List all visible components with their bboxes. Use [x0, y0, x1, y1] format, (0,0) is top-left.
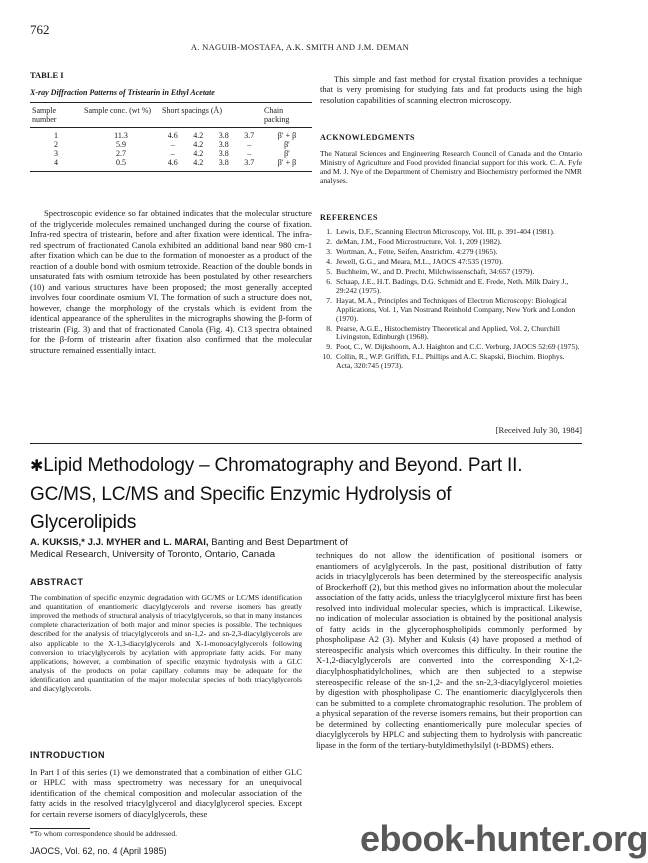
cell-s4: 3.7 — [237, 159, 263, 171]
reference-number: 9. — [326, 342, 332, 352]
cell-s4: – — [247, 149, 252, 159]
reference-item — [320, 325, 582, 343]
cell-conc: 5.9 — [116, 140, 126, 150]
cell-s2: 4.2 — [193, 131, 204, 141]
cell-num: 4 — [30, 159, 82, 171]
affiliation-part-1: Banting and Best Department of — [211, 537, 348, 548]
cell-pack: β′ + β — [262, 159, 312, 171]
cell-s1: – — [170, 149, 175, 159]
reference-text: Wortman, A., Fette, Seifen, Anstrichm. 4:279 (1965). — [336, 246, 498, 256]
reference-item — [320, 268, 582, 277]
reference-text: Buchheim, W., and D. Precht, Milchwissenschaft, 34:657 (1979). — [336, 266, 535, 276]
cell-s4: 3.7 — [244, 131, 255, 141]
cell-s1: – — [170, 140, 175, 150]
reference-number: 3. — [326, 246, 332, 256]
body-paragraph-conclusion: This simple and fast method for crystal fixation provides a technique that is very promising for studying fats and fat products using the high resolution capabilities of scanning electron microscopy. — [320, 74, 582, 105]
affiliation-part-2: Medical Research, University of Toronto, Ontario, Canada — [30, 549, 276, 561]
col-header-chain-packing: Chain packing — [262, 106, 312, 128]
reference-text: Jewell, G.G., and Meara, M.L., JAOCS 47:535 (1970). — [336, 256, 504, 266]
col-header-sample-number: Sample number — [30, 106, 82, 128]
cell-pack: β′ — [284, 140, 290, 150]
introduction-text: In Part I of this series (1) we demonstrated that a combination of either GLC or HPLC with mass spectrometry was necessary for an unequivocal identification of the chemical composition and molecular association of the fatty acids in the resolved triacylglycerol and diacylglycerol species. Except for certain reverse isomers of diacylglycerols, these — [30, 767, 302, 819]
cell-num: 1 — [54, 131, 58, 141]
xrd-table — [30, 106, 312, 172]
body-paragraph-spectroscopic: Spectroscopic evidence so far obtained indicates that the molecular structure of the triglyceride molecules remained unchanged during the course of fixation. Infra-red spectra of tristearin, before and after fixation were identical. The infra-red spectrum of fractionated Canola exhibited an additional band near 980 cm-1 after fixation which can be due to the formation of monoester as a product of the reaction of a double bond with osmium tetroxide. Reaction of the double bonds in unsaturated fats with osmium tetroxide has been postulated by other researchers (10) and various structures have been proposed; the most generally accepted involves four coordinate osmium VI. The formation of such a structure does not, however, change the morphology of the crystals which is evident from the identical appearance of the spherulites in the micrographs showing the β-form of tristearin (Fig. 3) and that of fractionated Canola (Fig. 4). C13 spectra obtained for the β-form of tristearin after fixation also confirmed that the molecular structure remained essentially intact. — [30, 208, 312, 355]
cell-s3: 3.8 — [218, 131, 229, 141]
received-date: [Received July 30, 1984] — [495, 425, 582, 435]
references-heading: REFERENCES — [320, 213, 378, 222]
cell-s2: 4.2 — [193, 149, 204, 159]
reference-number: 1. — [326, 227, 332, 236]
reference-text: Hayat, M.A., Principles and Techniques of Electron Microscopy: Biological Applications, Vol. 1, Van Nostrand Reinhold Company, New York and London (1970). — [336, 295, 576, 323]
asterisk-icon: ✱ — [30, 458, 44, 475]
cell-s1: 4.6 — [167, 131, 178, 141]
cell-num: 3 — [54, 149, 58, 159]
title-line-1: Lipid Methodology – Chromatography and Beyond. Part II. — [43, 455, 523, 476]
cell-pack: β′ — [284, 149, 290, 159]
table-top-rule — [30, 102, 312, 103]
cell-s3: 3.8 — [218, 149, 229, 159]
reference-number: 6. — [326, 276, 332, 286]
cell-s2: 4.2 — [193, 140, 204, 150]
table-row — [30, 128, 312, 141]
reference-text: Collin, R., W.P. Griffith, F.L. Phillips and A.C. Skapski, Biochim. Biophys. Acta, 320:745 (1973). — [336, 352, 565, 371]
title-line-2: GC/MS, LC/MS and Specific Enzymic Hydrolysis of — [30, 484, 452, 505]
reference-item — [320, 343, 582, 352]
cell-s3: 3.8 — [211, 159, 237, 171]
reference-item — [320, 278, 582, 296]
acknowledgments-text: The Natural Sciences and Engineering Research Council of Canada and the Ontario Ministry of Agriculture and Food provided financial support for this work. C. A. Fyfe and M. J. Nye of the Department of Chemistry and Biochemistry performed the NMR analyses. — [320, 149, 582, 185]
acknowledgments-heading: ACKNOWLEDGMENTS — [320, 133, 415, 142]
cell-s2: 4.2 — [186, 159, 212, 171]
reference-number: 4. — [326, 256, 332, 266]
reference-number: 8. — [326, 323, 332, 333]
journal-footer: JAOCS, Vol. 62, no. 4 (April 1985) — [30, 846, 167, 856]
col-header-spacings: Short spacings (Å) — [160, 106, 262, 128]
cell-pack: β′ + β — [277, 131, 297, 141]
cell-s4: – — [247, 140, 252, 150]
reference-item — [320, 228, 582, 237]
abstract-text: The combination of specific enzymic degradation with GC/MS or LC/MS identification and quantitation of enantiomeric diacylglycerols and reverse isomers has greatly improved the methods of structural analysis of triacylglycerols, so that in many instances complete characterization of both major and minor species is possible. The techniques described for the analysis of triacylglycerols and sn-1,2- and sn-2,3-diacylglycerols are also applicable to the X-1,3-diacylglycerols and X-1-monoacylglycerols following conversion to triacylglycerols by acylation with appropriate fatty acids. For many applications, however, a combination of specific enzymic hydrolysis with a GLC analysis of the products on polar capillary columns may be adequate for the identification and quantitation of the major molecular species of both triacylglycerols and diacylglycerols. — [30, 593, 302, 694]
reference-number: 7. — [326, 295, 332, 305]
section-divider — [30, 443, 582, 444]
reference-item — [320, 353, 582, 371]
reference-item — [320, 297, 582, 324]
reference-number: 5. — [326, 266, 332, 276]
reference-item — [320, 258, 582, 267]
cell-conc: 2.7 — [116, 149, 126, 159]
page-number: 762 — [30, 22, 50, 37]
table-label: TABLE I — [30, 70, 64, 80]
title-line-3: Glycerolipids — [30, 512, 137, 533]
table-block — [30, 70, 312, 172]
reference-text: Poot, C., W. Dijkshoorn, A.J. Haighton and C.C. Verburg, JAOCS 52:69 (1975). — [336, 342, 580, 352]
cell-s3: 3.8 — [218, 140, 229, 150]
cell-conc: 0.5 — [82, 159, 160, 171]
footnote: *To whom correspondence should be addressed. — [30, 829, 178, 838]
reference-text: Lewis, D.F., Scanning Electron Microscopy, Vol. III, p. 391-404 (1981). — [336, 227, 555, 236]
table-caption: X-ray Diffraction Patterns of Tristearin in Ethyl Acetate — [30, 88, 215, 97]
reference-item — [320, 238, 582, 247]
references-list — [320, 228, 582, 372]
running-head: A. NAGUIB-MOSTAFA, A.K. SMITH AND J.M. DEMAN — [190, 42, 410, 52]
body-paragraph-techniques: techniques do not allow the identification of positional isomers or enantiomers of acylglycerols. In the past, positional distribution of fatty acids in triacylglycerols has been determined by the stereospecific analysis of Brockerhoff (2), but this method gives no information about the molecular association of the fatty acids, unless the triacylglycerol mixture first has been resolved into individual molecular species, which is impractical. Likewise, no indication of molecular association is obtained by the positional analysis of fatty acids in the glycerophospholipids commonly performed by phospholipase A2 (3). Myher and Kuksis (4) have proposed a method of stereospecific analysis which overcomes this difficulty. In their routine the X-1,2-diacylglycerols are converted into the corresponding X-1,2-diacylphosphatidylcholines, which are then subjected to a stepwise stereospecific release of the sn-1,2- and the sn-2,3-diacylglycerol moieties by digestion with phospholipase C. The enantiomeric diacylglycerols then can be submitted to a complete chromatographic resolution. The problem of a physical separation of the reverse isomers remains, but their proportion can be determined by collecting enantiomerically pure molecular species of diacylglycerols by HPLC and subjecting them to hydrolysis with pancreatic lipase in the form of the tertiary-butyldimethylsilyl (t-BDMS) ethers. — [316, 550, 582, 750]
col-header-conc: Sample conc. (wt %) — [82, 106, 160, 128]
reference-text: Schaap, J.E., H.T. Badings, D.G. Schmidt and E. Frede, Neth. Milk Dairy J., 29:242 (1975). — [336, 276, 569, 295]
author-names: A. KUKSIS,* J.J. MYHER and L. MARAI, — [30, 537, 209, 548]
cell-conc: 11.3 — [114, 131, 128, 141]
reference-text: deMan, J.M., Food Microstructure, Vol. 1, 209 (1982). — [336, 236, 502, 246]
reference-text: Pearse, A.G.E., Histochemistry Theoretical and Applied, Vol. 2, Churchill Livingston, Edinburgh (1968). — [336, 323, 560, 342]
watermark: ebook-hunter.org — [360, 818, 648, 859]
reference-number: 10. — [322, 352, 332, 362]
reference-number: 2. — [326, 236, 332, 246]
abstract-heading: ABSTRACT — [30, 577, 84, 587]
article-title — [30, 452, 590, 537]
introduction-heading: INTRODUCTION — [30, 750, 105, 760]
cell-s1: 4.6 — [160, 159, 186, 171]
cell-num: 2 — [54, 140, 58, 150]
table-row — [30, 159, 312, 171]
reference-item — [320, 248, 582, 257]
